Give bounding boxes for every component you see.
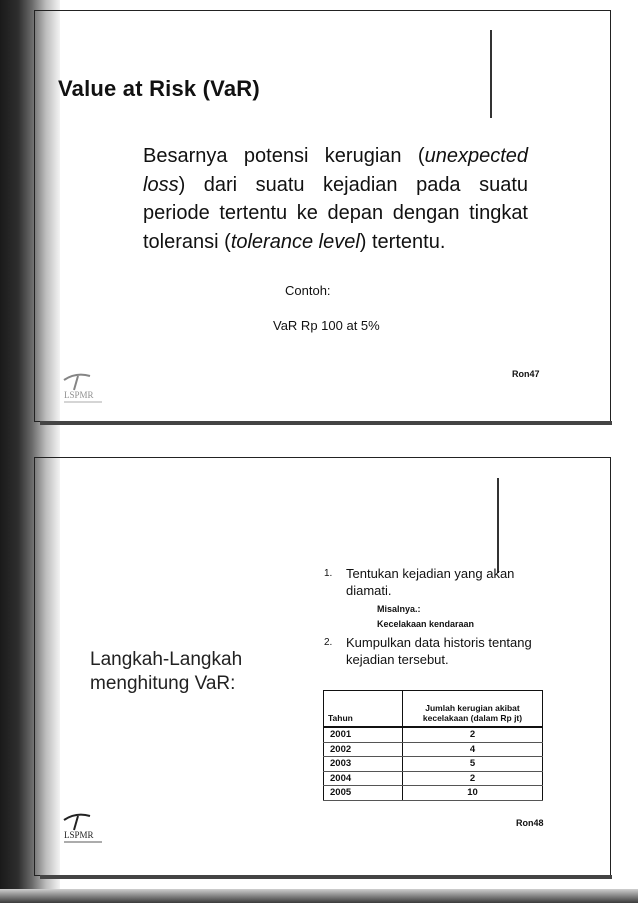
slide-shadow [40, 421, 612, 425]
slide-shadow [40, 875, 612, 879]
scan-bottom-edge [0, 889, 638, 903]
table-header-row [324, 691, 543, 728]
step-number: 1. [324, 568, 333, 579]
example-value: VaR Rp 100 at 5% [273, 318, 380, 333]
column-header: Jumlah kerugian akibat kecelakaan (dalam Rp jt) [403, 691, 543, 728]
example-label: Contoh: [285, 283, 331, 298]
year-cell: 2005 [324, 786, 403, 801]
table-row [324, 727, 543, 742]
year-cell: 2004 [324, 771, 403, 786]
svg-text:LSPMR: LSPMR [64, 830, 94, 840]
var-definition: Besarnya potensi kerugian (unexpected loss) dari suatu kejadian pada suatu periode tertentu ke depan dengan tingkat toleransi (tolerance level) tertentu. [143, 145, 528, 253]
column-header: Tahun [324, 691, 403, 728]
historical-loss-table [323, 690, 543, 801]
loss-cell: 2 [403, 771, 543, 786]
year-cell: 2002 [324, 742, 403, 757]
example-label: Misalnya.: [377, 604, 421, 614]
table-row [324, 771, 543, 786]
slide-decor-line [490, 30, 492, 118]
svg-text:LSPMR: LSPMR [64, 390, 94, 400]
step-item: Kumpulkan data historis tentang kejadian tersebut. [346, 635, 532, 667]
table-row [324, 742, 543, 757]
page-reference: Ron47 [512, 369, 540, 379]
steps-heading: Langkah-Langkah menghitung VaR: [90, 649, 243, 694]
lspmr-logo [60, 370, 120, 406]
year-cell: 2003 [324, 757, 403, 772]
loss-cell: 5 [403, 757, 543, 772]
example-value: Kecelakaan kendaraan [377, 619, 475, 629]
step-number: 2. [324, 637, 333, 648]
loss-cell: 10 [403, 786, 543, 801]
table-row [324, 786, 543, 801]
year-cell: 2001 [324, 727, 403, 742]
slide-title: Value at Risk (VaR) [58, 76, 260, 101]
table-row [324, 757, 543, 772]
slide-decor-line [497, 478, 499, 573]
lspmr-logo [60, 810, 120, 846]
step-item: Tentukan kejadian yang akan diamati. [346, 566, 515, 598]
page-reference: Ron48 [516, 818, 544, 828]
loss-cell: 4 [403, 742, 543, 757]
loss-cell: 2 [403, 727, 543, 742]
